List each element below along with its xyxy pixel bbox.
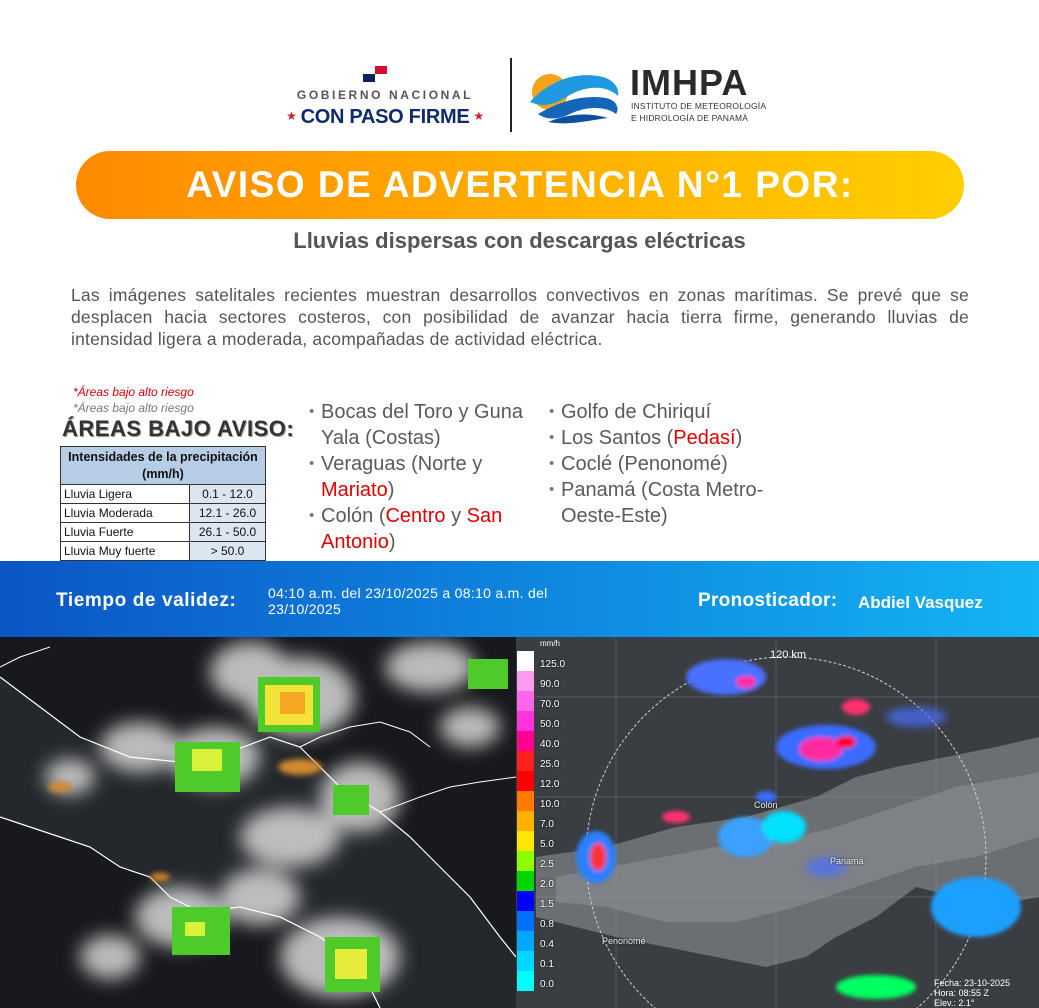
scale-swatch [517,931,534,951]
table-row [61,504,266,523]
list-item [309,399,541,451]
scale-tick: 12.0 [540,779,560,790]
header-divider [510,58,512,132]
scale-tick: 25.0 [540,759,560,770]
validity-period: 04:10 a.m. del 23/10/2025 a 08:10 a.m. del 23/10/2025 [268,585,548,617]
scale-tick: 50.0 [540,719,560,730]
scale-swatch [517,751,534,771]
forecaster-label: Pronosticador: [698,590,838,611]
radar-range-label: 120 km [770,649,807,661]
warning-subtitle: Lluvias dispersas con descargas eléctricas [293,228,746,253]
scale-swatch [517,831,534,851]
scale-swatch [517,871,534,891]
radar-map [516,637,1039,1008]
list-item [549,399,789,425]
validity-label: Tiempo de validez: [56,590,237,611]
areas-title: ÁREAS BAJO AVISO: [62,416,295,441]
precip-value: 12.1 - 26.0 [190,504,266,523]
imhpa-title: IMHPA [630,62,749,103]
gov-slogan: CON PASO FIRME [300,106,470,128]
scale-swatch [517,791,534,811]
areas-list-2 [549,399,789,529]
scale-swatch [517,711,534,731]
area-text: Coclé (Penonomé) [561,453,728,475]
area-text: Los Santos ( [561,427,674,449]
areas-list-1 [309,399,541,555]
area-high-risk: Pedasí [673,427,736,449]
area-high-risk: Mariato [321,479,388,501]
scale-tick: 90.0 [540,679,560,690]
precip-name: Lluvia Fuerte [61,523,190,542]
warning-description: Las imágenes satelitales recientes muestran desarrollos convectivos en zonas marítimas. Se prevé que se desplacen hacia sectores costeros, con posibilidad de avanzar hacia tierra firme, generando lluvias de intensidad ligera a moderada, acompañadas de actividad eléctrica. [71,285,969,349]
star-icon: ★ [473,109,484,123]
scale-swatch [517,811,534,831]
scale-tick: 1.5 [540,899,554,910]
city-penonome: Penonomé [602,936,646,946]
panama-flag-icon [363,66,387,82]
high-risk-note: *Áreas bajo alto riesgo [73,385,194,399]
precip-name: Lluvia Ligera [61,485,190,504]
scale-swatch [517,951,534,971]
list-item [549,425,789,451]
precip-name: Lluvia Moderada [61,504,190,523]
forecaster-name: Abdiel Vasquez [858,593,983,612]
area-text: Veraguas (Norte y [321,453,483,475]
scale-swatch [517,651,534,671]
gov-line2 [270,106,500,129]
area-text: ) [735,427,743,449]
area-text: ) [387,479,395,501]
scale-tick: 2.0 [540,879,554,890]
area-high-risk: San Antonio [321,505,503,553]
city-panama: Panamá [830,856,864,866]
radar-time: Hora: 08:55 Z [934,988,990,998]
area-text: ) [388,531,396,553]
area-text: Golfo de Chiriquí [561,401,712,423]
star-icon: ★ [286,109,297,123]
gov-line1: GOBIERNO NACIONAL [296,88,474,102]
radar-unit: mm/h [540,639,560,648]
scale-tick: 70.0 [540,699,560,710]
radar-elevation: Elev.: 2.1° [934,998,975,1008]
precipitation-table [60,446,266,561]
warning-title: AVISO DE ADVERTENCIA N°1 POR: [186,164,854,205]
precip-table-header: Intensidades de la precipitación (mm/h) [61,447,266,485]
scale-tick: 5.0 [540,839,554,850]
scale-tick: 125.0 [540,659,566,670]
list-item [309,451,541,503]
table-row [61,485,266,504]
scale-tick: 0.0 [540,979,554,990]
imhpa-logo-icon [528,62,623,126]
scale-tick: 0.1 [540,959,554,970]
scale-tick: 40.0 [540,739,560,750]
precip-value: > 50.0 [190,542,266,561]
scale-tick: 10.0 [540,799,560,810]
radar-date: Fecha: 23-10-2025 [934,978,1011,988]
table-row [61,523,266,542]
area-high-risk: Centro [385,505,446,527]
scale-swatch [517,771,534,791]
list-item [549,477,789,529]
precip-name: Lluvia Muy fuerte [61,542,190,561]
scale-swatch [517,971,534,991]
list-item [549,451,789,477]
area-text: Bocas del Toro y Guna Yala (Costas) [321,401,523,449]
warning-banner [76,151,964,219]
satellite-map [0,637,516,1008]
scale-swatch [517,691,534,711]
area-text: y [445,505,467,527]
area-text: Panamá (Costa Metro-Oeste-Este) [561,479,764,527]
scale-tick: 7.0 [540,819,554,830]
imhpa-subtitle-1: INSTITUTO DE METEOROLOGÍA [631,101,767,111]
high-risk-note-shadow: *Áreas bajo alto riesgo [73,401,194,415]
area-text: Colón ( [321,505,386,527]
precip-value: 26.1 - 50.0 [190,523,266,542]
radar-image [516,637,1039,1008]
scale-tick: 0.8 [540,919,554,930]
list-item [309,503,541,555]
scale-tick: 2.5 [540,859,554,870]
imhpa-subtitle-2: E HIDROLOGÍA DE PANAMÁ [631,113,749,123]
scale-swatch [517,671,534,691]
city-colon: Colón [754,800,778,810]
scale-swatch [517,731,534,751]
scale-swatch [517,851,534,871]
precip-value: 0.1 - 12.0 [190,485,266,504]
satellite-image [0,637,516,1008]
scale-swatch [517,911,534,931]
scale-tick: 0.4 [540,939,554,950]
scale-swatch [517,891,534,911]
table-row [61,542,266,561]
